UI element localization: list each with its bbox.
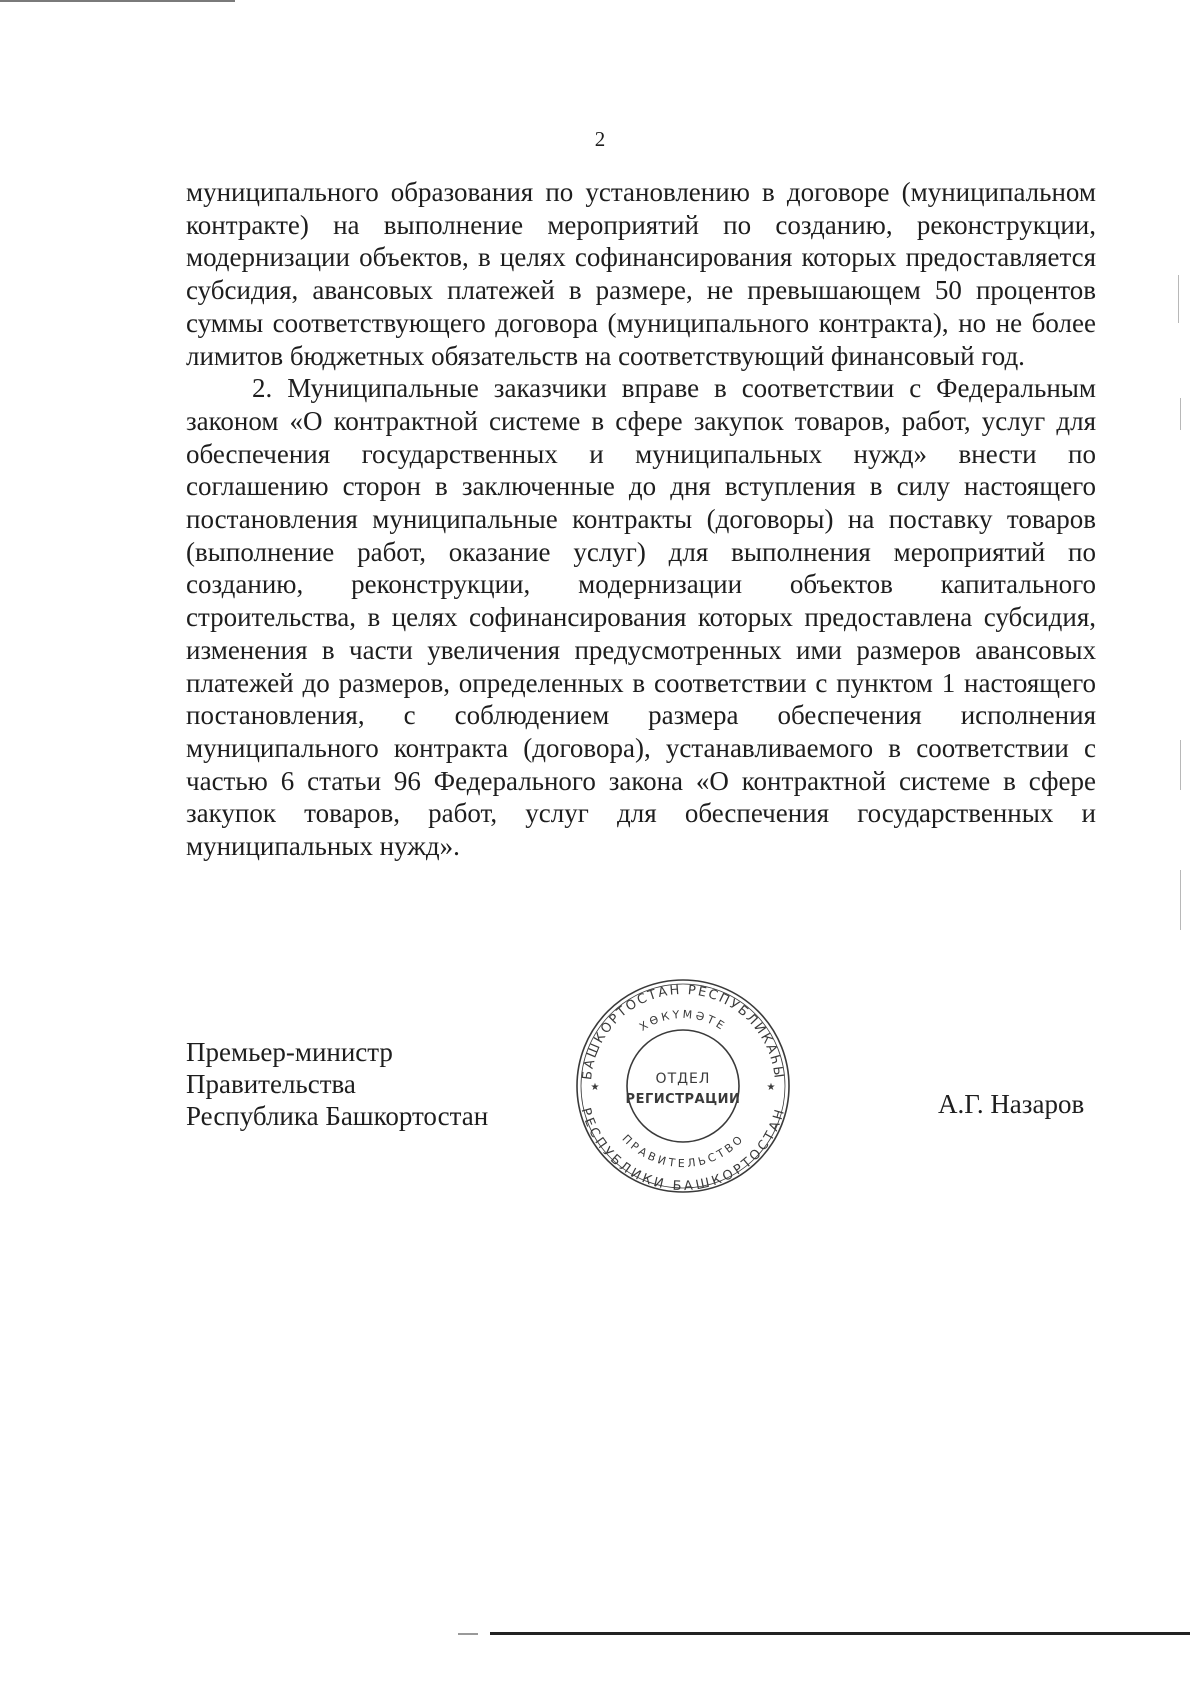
stamp-outer-text-top: БАШКОРТОСТАН РЕСПУБЛИКАҺЫ [580, 982, 786, 1081]
signatory-title [186, 1036, 488, 1132]
page-number: 2 [594, 127, 606, 151]
scan-edge-mark-right [1180, 740, 1181, 790]
paragraph-item-2: 2. Муниципальные заказчики вправе в соответствии с Федеральным законом «О контрактной системе в сфере закупок товаров, работ, услуг для обеспечения государственных и муниципальных нужд» внести по соглашению сторон в заключенные до дня вступления в силу настоящего постановления муниципальные контракты (договоры) на поставку товаров (выполнение работ, оказание услуг) для выполнения мероприятий по созданию, реконструкции, модернизации объектов капитального строительства, в целях софинансирования которых предоставлена субсидия, изменения в части увеличения предусмотренных ими размеров авансовых платежей до размеров, определенных в соответствии с пунктом 1 настоящего постановления, с соблюдением размера обеспечения исполнения муниципального контракта (договора), устанавливаемого в соответствии с частью 6 статьи 96 Федерального закона «О контрактной системе в сфере закупок товаров, работ, услуг для обеспечения государственных и муниципальных нужд». [186, 373, 1096, 862]
stamp-center-line-1: ОТДЕЛ [655, 1071, 711, 1087]
stamp-outer-text-bottom: РЕСПУБЛИКИ БАШКОРТОСТАН [577, 1106, 789, 1195]
scan-edge-mark-right [1178, 275, 1179, 323]
paragraph-continuation: муниципального образования по установлению в договоре (муниципальном контракте) на выполнение мероприятий по созданию, реконструкции, модернизации объектов, в целях софинансирования которых предоставляется субсидия, авансовых платежей в размере, не превышающем 50 процентов суммы соответствующего договора (муниципального контракта), но не более лимитов бюджетных обязательств на соответствующий финансовый год. [186, 177, 1096, 371]
stamp-center-line-2: РЕГИСТРАЦИИ [625, 1092, 741, 1107]
scan-edge-mark-right [1180, 398, 1181, 430]
scan-edge-mark-bottom-short [458, 1633, 478, 1635]
stamp-inner-text-bottom: ПРАВИТЕЛЬСТВО [619, 1132, 747, 1171]
scan-edge-mark-bottom [490, 1632, 1190, 1635]
stamp-star-icon: ★ [590, 1082, 600, 1093]
scan-edge-mark-top [0, 0, 235, 2]
scan-edge-mark-right [1180, 870, 1181, 930]
signatory-title-line: Республика Башкортостан [186, 1101, 489, 1131]
stamp-star-icon: ★ [766, 1082, 776, 1093]
stamp-inner-text-top: ХӨКҮМӘТЕ [637, 1007, 729, 1034]
document-body [186, 176, 1096, 863]
registration-stamp [573, 976, 793, 1196]
signatory-name: А.Г. Назаров [938, 1089, 1085, 1119]
signatory-title-line: Правительства [186, 1069, 356, 1099]
signatory-title-line: Премьер-министр [186, 1037, 393, 1067]
